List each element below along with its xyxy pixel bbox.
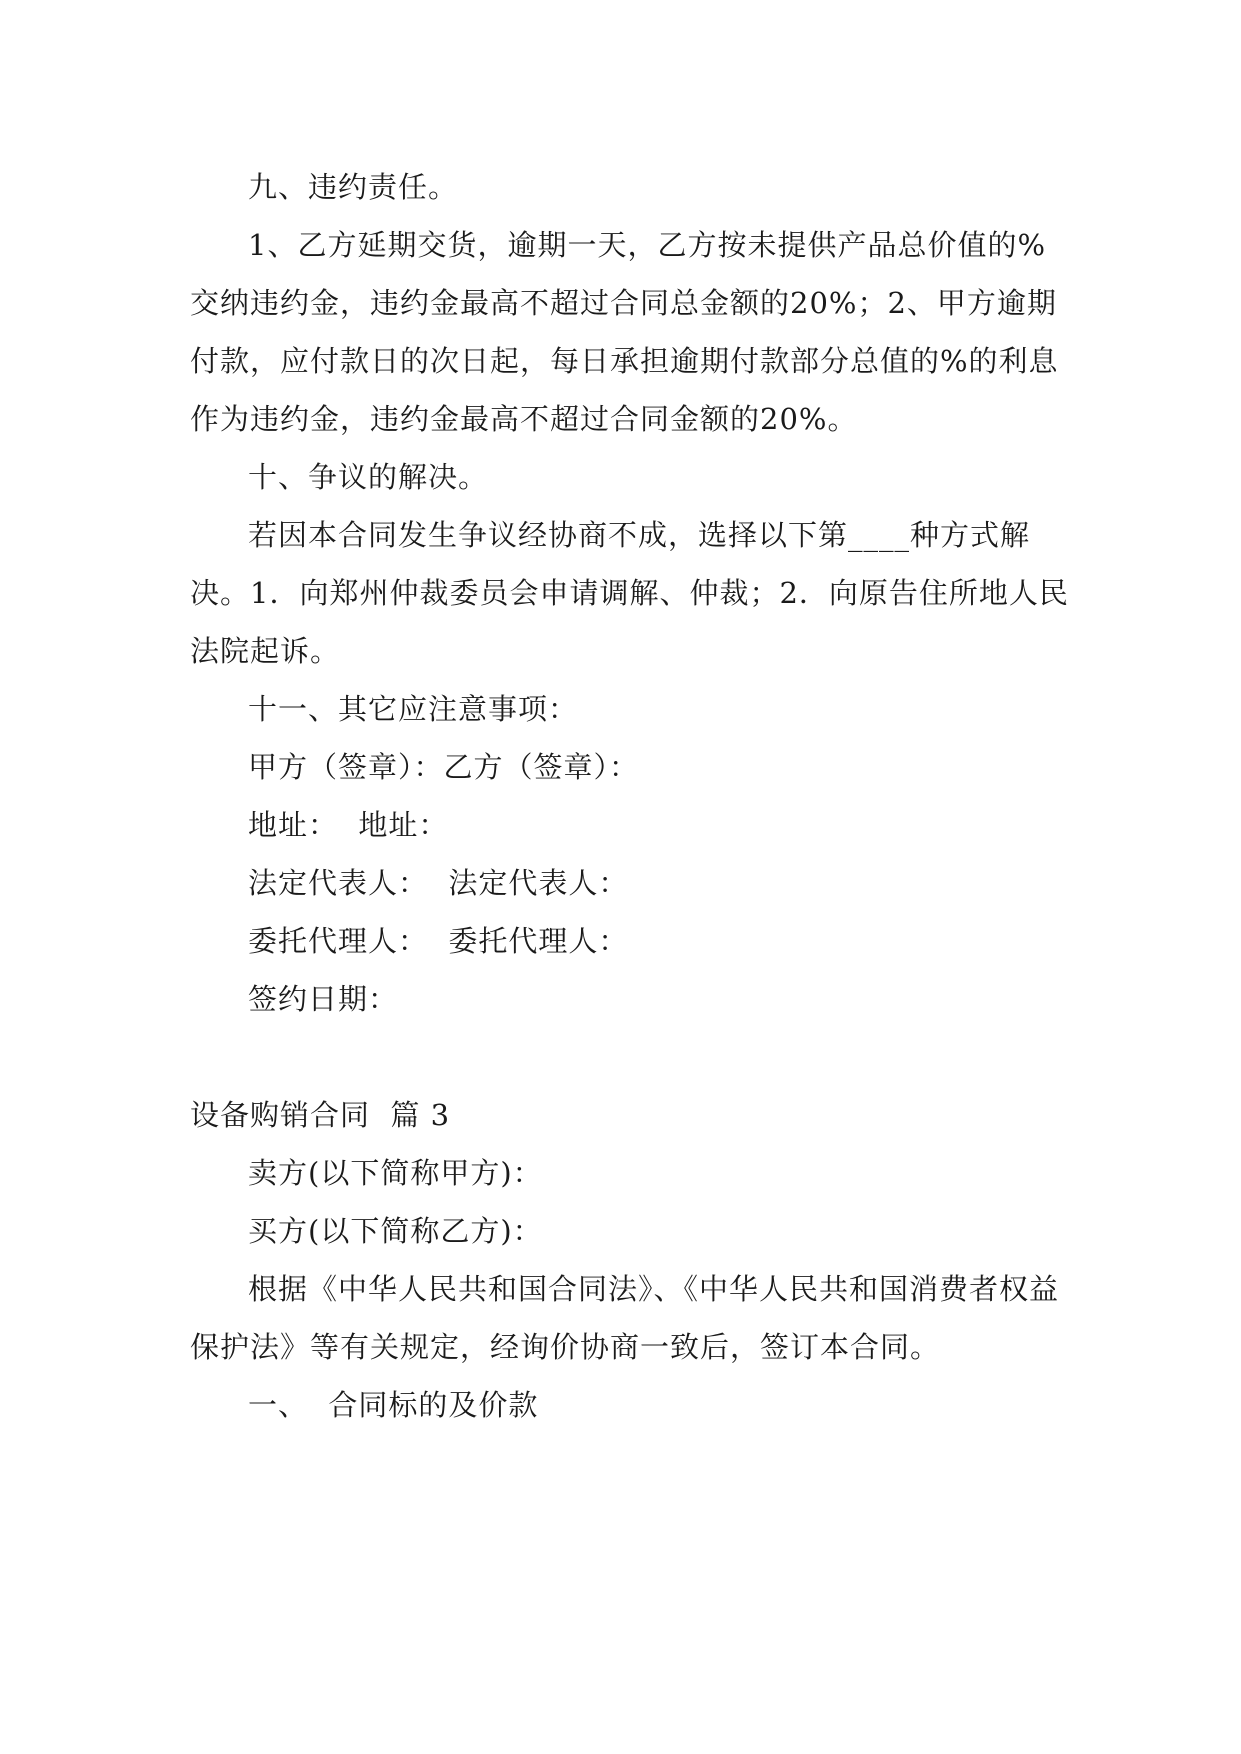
legal-basis-paragraph: 根据《中华人民共和国合同法》、《中华人民共和国消费者权益保护法》等有关规定，经询价协商一致后，签订本合同。 xyxy=(190,1272,1060,1364)
signature-parties: 甲方（签章）：乙方（签章）： xyxy=(248,750,640,784)
section-10-title: 十、争议的解决。 xyxy=(248,460,489,494)
contract-3-title: 设备购销合同 篇 3 xyxy=(190,1098,451,1132)
section-spacer xyxy=(190,1028,1070,1086)
section-11-title: 十一、其它应注意事项： xyxy=(248,692,579,726)
document-body xyxy=(190,158,1070,1434)
section-9-title: 九、违约责任。 xyxy=(248,170,459,204)
section-9-body: 1、乙方延期交货，逾期一天，乙方按未提供产品总价值的%交纳违约金，违约金最高不超过合同总金额的20%；2、甲方逾期付款，应付款日的次日起，每日承担逾期付款部分总值的%的利息作为违约金，违约金最高不超过合同金额的20%。 xyxy=(190,228,1059,436)
signature-date: 签约日期： xyxy=(248,982,399,1016)
signature-legal-rep: 法定代表人： 法定代表人： xyxy=(248,866,629,900)
signature-agent: 委托代理人： 委托代理人： xyxy=(248,924,629,958)
signature-address: 地址： 地址： xyxy=(248,808,449,842)
clause-1-title: 一、 合同标的及价款 xyxy=(248,1388,539,1422)
section-10-body: 若因本合同发生争议经协商不成，选择以下第____种方式解决。1．向郑州仲裁委员会申请调解、仲裁；2．向原告住所地人民法院起诉。 xyxy=(190,518,1069,668)
seller-line: 卖方(以下简称甲方)： xyxy=(248,1156,543,1190)
buyer-line: 买方(以下简称乙方)： xyxy=(248,1214,543,1248)
